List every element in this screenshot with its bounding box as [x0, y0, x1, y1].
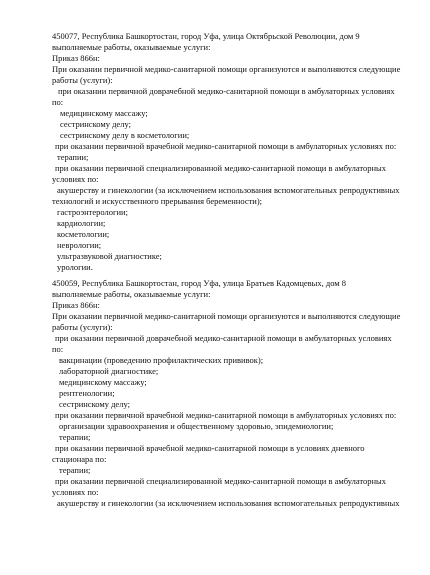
service-item: терапии; [59, 432, 91, 442]
service-item: технологий и искусственного прерывания беременности); [52, 196, 263, 206]
service-item: гастроэнтерологии; [57, 207, 128, 217]
service-item: терапии; [59, 465, 91, 475]
section-heading: при оказании первичной врачебной медико-санитарной помощи в условиях дневного [55, 443, 365, 453]
service-item: вакцинации (проведению профилактических прививок); [59, 355, 264, 365]
section-heading: условиях по: [52, 174, 99, 184]
intro-text: При оказании первичной медико-санитарной помощи организуются и выполняются следующие [52, 64, 401, 74]
section-heading: условиях по: [52, 487, 99, 497]
service-item: кардиологии; [57, 218, 106, 228]
service-item: рентгенологии; [59, 388, 115, 398]
section-heading: при оказании первичной доврачебной медико-санитарной помощи в амбулаторных условиях [55, 333, 392, 343]
service-item: медицинскому массажу; [60, 108, 148, 118]
service-item: медицинскому массажу; [59, 377, 147, 387]
section-heading: при оказании первичной специализированной медико-санитарной помощи в амбулаторных [55, 476, 387, 486]
service-item: сестринскому делу в косметологии; [60, 130, 190, 140]
service-item: акушерству и гинекологии (за исключением использования вспомогательных репродуктивных [57, 498, 400, 508]
section-heading: при оказании первичной специализированной медико-санитарной помощи в амбулаторных [55, 163, 387, 173]
address-line: 450059, Республика Башкортостан, город Уфа, улица Братьев Кадомцевых, дом 8 [52, 278, 347, 288]
order-label: Приказ 866н: [52, 53, 100, 63]
service-item: урологии. [57, 262, 93, 272]
service-item: ультразвуковой диагностике; [57, 251, 162, 261]
address-line: 450077, Республика Башкортостан, город Уфа, улица Октябрьской Революции, дом 9 [52, 31, 360, 41]
intro-text: При оказании первичной медико-санитарной помощи организуются и выполняются следующие [52, 311, 401, 321]
service-item: сестринскому делу; [60, 119, 131, 129]
service-item: лабораторной диагностике; [59, 366, 159, 376]
section-heading: стационара по: [52, 454, 107, 464]
service-item: терапии; [57, 152, 89, 162]
service-item: косметологии; [57, 229, 110, 239]
section-heading: при оказании первичной врачебной медико-санитарной помощи в амбулаторных условиях по: [55, 410, 397, 420]
section-heading: при оказании первичной врачебной медико-санитарной помощи в амбулаторных условиях по: [55, 141, 397, 151]
service-item: неврологии; [57, 240, 102, 250]
services-heading: выполняемые работы, оказываемые услуги: [52, 289, 211, 299]
service-item: сестринскому делу; [59, 399, 130, 409]
service-item: организации здравоохранения и общественному здоровью, эпидемиологии; [59, 421, 334, 431]
order-label: Приказ 866н: [52, 300, 100, 310]
services-heading: выполняемые работы, оказываемые услуги: [52, 42, 211, 52]
service-item: акушерству и гинекологии (за исключением использования вспомогательных репродуктивных [57, 185, 400, 195]
section-heading: по: [52, 344, 64, 354]
section-heading: при оказании первичной доврачебной медико-санитарной помощи в амбулаторных условиях [58, 86, 395, 96]
intro-text: работы (услуги): [52, 75, 113, 85]
section-heading: по: [52, 97, 64, 107]
intro-text: работы (услуги): [52, 322, 113, 332]
